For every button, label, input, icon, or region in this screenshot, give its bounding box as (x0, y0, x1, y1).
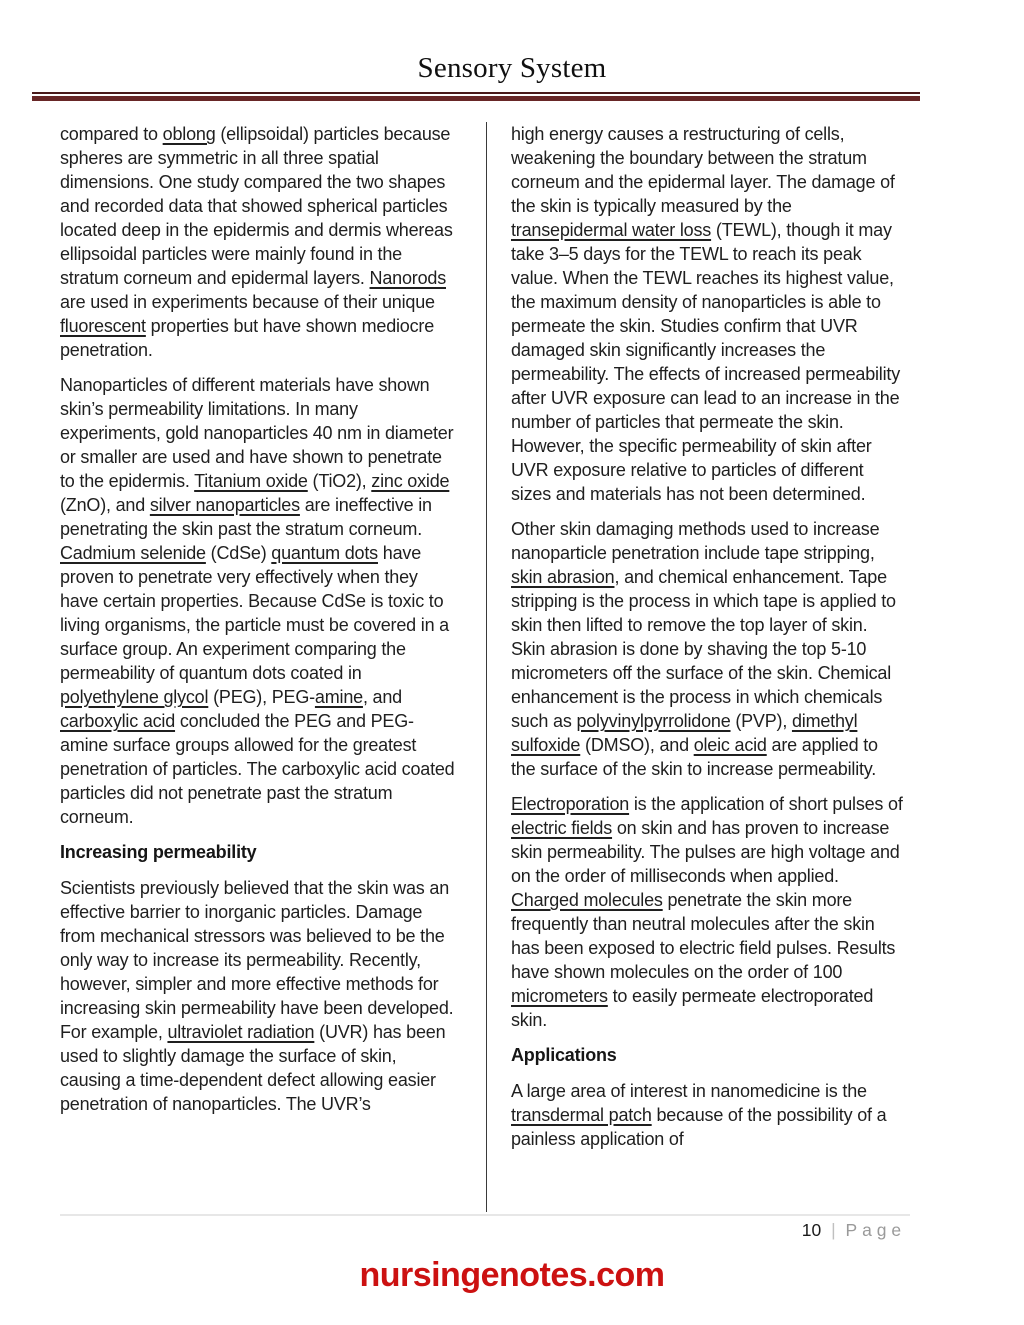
text-run: are used in experiments because of their unique (60, 292, 435, 312)
linked-term[interactable]: quantum dots (271, 543, 378, 563)
text-run: properties but have shown mediocre penetration. (60, 316, 435, 360)
text-run: (DMSO), and (580, 735, 694, 755)
paragraph (511, 517, 906, 781)
text-run: penetrate the skin more frequently than neutral molecules after the skin has been exposed to electric field pulses. Results have shown molecules on the order of 100 (511, 890, 896, 982)
text-run: (ellipsoidal) particles because spheres are symmetric in all three spatial dimensions. One study compared the two shapes and recorded data that showed spherical particles located deep in the epidermis and dermis whereas ellipsoidal particles were mainly found in the stratum corneum and epidermal layers. (60, 124, 453, 288)
linked-term[interactable]: fluorescent (60, 316, 146, 336)
paragraph (60, 122, 457, 362)
text-run: compared to (60, 124, 163, 144)
linked-term[interactable]: oleic acid (693, 735, 767, 755)
page-footer (802, 1220, 906, 1241)
linked-term[interactable]: zinc oxide (371, 471, 450, 491)
linked-term[interactable]: Titanium oxide (194, 471, 308, 491)
text-run: to easily permeate electroporated skin. (511, 986, 874, 1030)
paragraph (511, 792, 906, 1032)
text-run: are applied to the surface of the skin to increase permeability. (511, 735, 878, 779)
linked-term[interactable]: polyvinylpyrrolidone (576, 711, 731, 731)
paragraph (60, 373, 457, 829)
page-number: 10 (801, 1220, 822, 1240)
text-run: (TiO2), (307, 471, 372, 491)
text-run: Nanoparticles of different materials have shown skin’s permeability limitations. In many experiments, gold nanoparticles 40 nm in diameter or smaller are used and have shown to penetrate to the epidermis. (60, 375, 454, 491)
text-run: Applications (511, 1045, 617, 1065)
linked-term[interactable]: transepidermal water loss (511, 220, 712, 240)
linked-term[interactable]: ultraviolet radiation (167, 1022, 315, 1042)
text-run: high energy causes a restructuring of cells, weakening the boundary between the stratum corneum and the epidermal layer. The damage of the skin is typically measured by the (511, 124, 895, 216)
text-run: Increasing permeability (60, 842, 257, 862)
text-run: have proven to penetrate very effectively when they have certain properties. Because CdSe is toxic to living organisms, the particle must be covered in a surface group. An experiment comparing the permeability of quantum dots coated in (60, 543, 449, 683)
page-title: Sensory System (417, 52, 607, 84)
text-run: (PEG), PEG- (208, 687, 315, 707)
linked-term[interactable]: silver nanoparticles (149, 495, 300, 515)
right-column (487, 122, 906, 1212)
text-run: (ZnO), and (60, 495, 150, 515)
linked-term[interactable]: dimethyl sulfoxide (511, 711, 858, 755)
linked-term[interactable]: skin abrasion (511, 567, 615, 587)
title-divider-thick-line (32, 96, 920, 101)
footer-divider (60, 1214, 910, 1216)
text-run: (TEWL), though it may take 3–5 days for the TEWL to reach its peak value. When the TEWL reaches its highest value, the maximum density of nanoparticles is able to permeate the skin. Studies confirm that UVR damaged skin significantly increases the permeability. The effects of increased permeability after UVR exposure can lead to an increase in the number of particles that permeate the skin. However, the specific permeability of skin after UVR exposure relative to particles of different sizes and materials has not been determined. (511, 220, 900, 504)
title-divider-thin-line (32, 92, 920, 94)
paragraph (511, 122, 906, 506)
linked-term[interactable]: electric fields (511, 818, 613, 838)
linked-term[interactable]: polyethylene glycol (60, 687, 209, 707)
text-run: A large area of interest in nanomedicine is the (511, 1081, 867, 1101)
text-run: are ineffective in penetrating the skin past the stratum corneum. (60, 495, 432, 539)
text-run: is the application of short pulses of (629, 794, 903, 814)
page-label: Page (845, 1220, 906, 1240)
paragraph (60, 876, 457, 1116)
text-run: , and (362, 687, 402, 707)
linked-term[interactable]: Electroporation (511, 794, 630, 814)
text-run: , and chemical enhancement. Tape stripping is the process in which tape is applied to skin then lifted to remove the top layer of skin. Skin abrasion is done by shaving the top 5-10 micrometers off the surface of the skin. Chemical enhancement is the process in which chemicals such as (511, 567, 896, 731)
section-heading (511, 1043, 906, 1067)
section-heading (60, 840, 457, 864)
text-run: (UVR) has been used to slightly damage the surface of skin, causing a time-dependent defect allowing easier penetration of nanoparticles. The UVR’s (60, 1022, 446, 1114)
linked-term[interactable]: Nanorods (369, 268, 446, 288)
text-run: because of the possibility of a painless application of (511, 1105, 887, 1149)
linked-term[interactable]: amine (314, 687, 363, 707)
linked-term[interactable]: micrometers (511, 986, 608, 1006)
linked-term[interactable]: Cadmium selenide (60, 543, 206, 563)
linked-term[interactable]: oblong (162, 124, 216, 144)
linked-term[interactable]: carboxylic acid (60, 711, 176, 731)
text-run: (PVP), (730, 711, 792, 731)
text-run: Other skin damaging methods used to increase nanoparticle penetration include tape stripping, (511, 519, 880, 563)
text-run: (CdSe) (205, 543, 272, 563)
paragraph (511, 1079, 906, 1151)
two-column-body (60, 122, 906, 1212)
website-brand[interactable]: nursingenotes.com (359, 1256, 665, 1294)
title-divider (32, 92, 920, 101)
left-column (60, 122, 487, 1212)
linked-term[interactable]: Charged molecules (511, 890, 663, 910)
text-run: Scientists previously believed that the skin was an effective barrier to inorganic particles. Damage from mechanical stressors was believed to be the only way to increase its permeability. Recently, however, simpler and more effective methods for increasing skin permeability have been developed. For example, (60, 878, 454, 1042)
footer-separator: | (831, 1220, 836, 1240)
text-run: concluded the PEG and PEG-amine surface groups allowed for the greatest penetration of particles. The carboxylic acid coated particles did not penetrate past the stratum corneum. (60, 711, 455, 827)
linked-term[interactable]: transdermal patch (511, 1105, 652, 1125)
text-run: on skin and has proven to increase skin permeability. The pulses are high voltage and on the order of milliseconds when applied. (511, 818, 900, 886)
